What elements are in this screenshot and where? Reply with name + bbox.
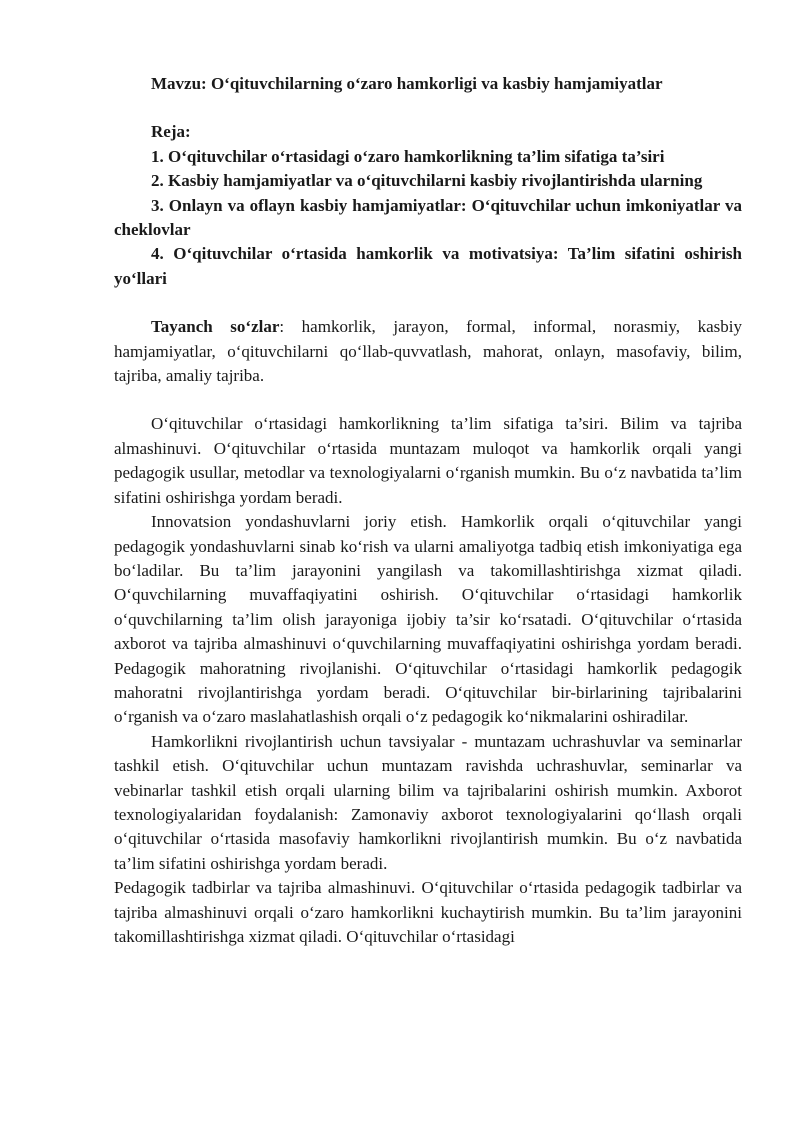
keywords-label: Tayanch so‘zlar [151, 317, 280, 337]
body-paragraph-3: Hamkorlikni rivojlantirish uchun tavsiyalar - muntazam uchrashuvlar va seminarlar tashkil etish. O‘qituvchilar uchun muntazam ravishda uchrashuvlar, seminarlar va vebinarlar tashkil etish orqali ularning bilim va tajribalarini oshirish mumkin. Axborot texnologiyalaridan foydalanish: Zamonaviy axborot texnologiyalarini qo‘llash orqali o‘qituvchilar o‘rtasida masofaviy hamkorlikni rivojlantirish mumkin. Bu o‘z navbatida ta’lim sifatini oshirishga yordam beradi. [114, 731, 742, 873]
plan-heading: Reja: [151, 122, 191, 142]
keywords-paragraph [114, 315, 742, 388]
plan-item-2: 2. Kasbiy hamjamiyatlar va o‘qituvchilarni kasbiy rivojlantirishda ularning [151, 171, 703, 191]
spacer [114, 291, 742, 315]
plan-item-4: 4. O‘qituvchilar o‘rtasida hamkorlik va motivatsiya: Ta’lim sifatini oshirish yo‘llari [114, 244, 742, 288]
document-page [114, 72, 742, 949]
body-paragraph-1: O‘qituvchilar o‘rtasidagi hamkorlikning ta’lim sifatiga ta’siri. Bilim va tajriba almashinuvi. O‘qituvchilar o‘rtasida muntazam muloqot va hamkorlik orqali yangi pedagogik usullar, metodlar va texnologiyalarni o‘rganish mumkin. Bu o‘z navbatida ta’lim sifatini oshirishga yordam beradi. [114, 414, 742, 507]
body-paragraph-4: Pedagogik tadbirlar va tajriba almashinuvi. O‘qituvchilar o‘rtasida pedagogik tadbirlar va tajriba almashinuvi orqali o‘zaro hamkorlikni kuchaytirish mumkin. Bu ta’lim jarayonini takomillashtirishga xizmat qiladi. O‘qituvchilar o‘rtasidagi [114, 878, 742, 946]
spacer [114, 388, 742, 412]
body-paragraph-2: Innovatsion yondashuvlarni joriy etish. Hamkorlik orqali o‘qituvchilar yangi pedagogik yondashuvlarni sinab ko‘rish va ularni amaliyotga tadbiq etish imkoniyatiga ega bo‘ladilar. Bu ta’lim jarayonini yangilash va takomillashtirishga xizmat qiladi. O‘quvchilarning muvaffaqiyatini oshirish. O‘qituvchilar o‘rtasidagi hamkorlik o‘quvchilarning ta’lim olish jarayoniga ijobiy ta’sir ko‘rsatadi. O‘qituvchilar o‘rtasida axborot va tajriba almashinuvi o‘quvchilarning muvaffaqiyatini oshirishga yordam beradi. Pedagogik mahoratning rivojlanishi. O‘qituvchilar o‘rtasidagi hamkorlik pedagogik mahoratni rivojlantirishga yordam beradi. O‘qituvchilar bir-birlarining tajribalarini o‘rganish va o‘zaro maslahatlashish orqali o‘z pedagogik ko‘nikmalarini oshiradilar. [114, 512, 742, 727]
plan-item-1: 1. O‘qituvchilar o‘rtasidagi o‘zaro hamkorlikning ta’lim sifatiga ta’siri [151, 146, 665, 166]
plan-item-3: 3. Onlayn va oflayn kasbiy hamjamiyatlar: O‘qituvchilar uchun imkoniyatlar va cheklovlar [114, 195, 742, 240]
keywords-text: : hamkorlik, jarayon, formal, informal, norasmiy, kasbiy hamjamiyatlar, o‘qituvchilarni qo‘llab-quvvatlash, mahorat, onlayn, masofaviy, bilim, tajriba, amaliy tajriba. [114, 317, 742, 386]
document-title: Mavzu: O‘qituvchilarning o‘zaro hamkorligi va kasbiy hamjamiyatlar [151, 74, 663, 93]
